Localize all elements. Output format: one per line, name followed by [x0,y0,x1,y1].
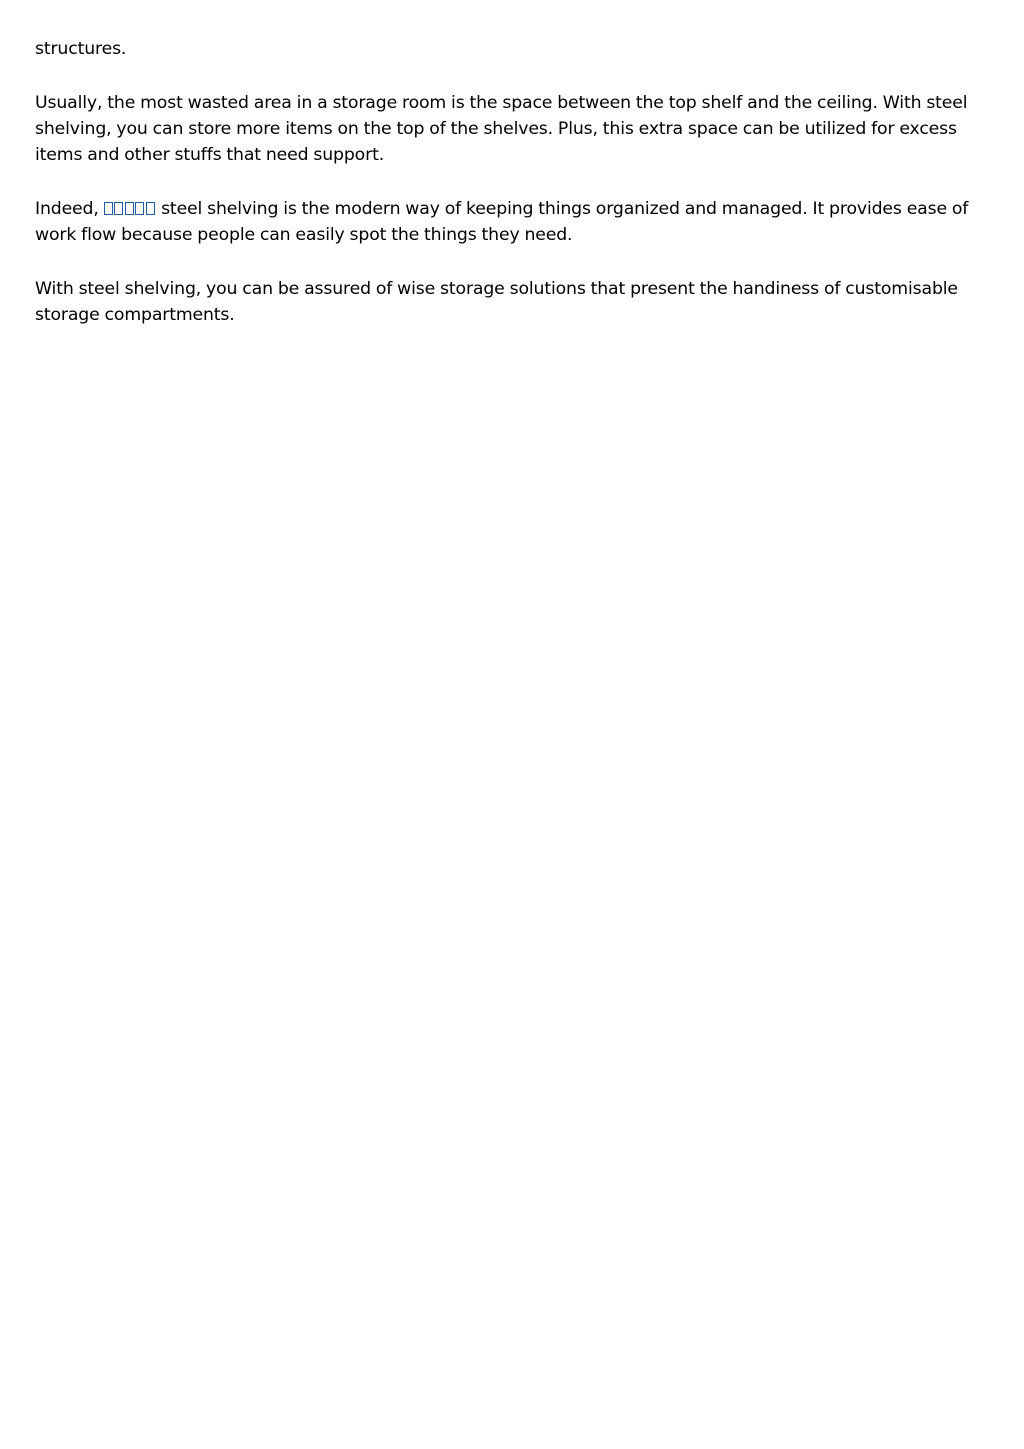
missing-glyph-box-icon [125,202,134,215]
inline-link[interactable] [104,199,157,219]
paragraph-2: Usually, the most wasted area in a storage room is the space between the top shelf and the ceiling. With steel shelving, you can store more items on the top of the shelves. Plus, this extra space can be utilized for excess items and other stuffs that need support. [35,93,968,165]
paragraph-3-intro: Indeed, [35,199,104,219]
missing-glyph-box-icon [104,202,113,215]
document-body [35,36,991,356]
paragraph-4: With steel shelving, you can be assured of wise storage solutions that present the handiness of customisable storage compartments. [35,279,958,325]
missing-glyph-box-icon [135,202,144,215]
missing-glyph-box-icon [114,202,123,215]
paragraph-1: structures. [35,39,127,59]
missing-glyph-box-icon [146,202,155,215]
paragraph-3-rest: steel shelving is the modern way of keeping things organized and managed. It provides ease of work flow because people can easily spot the things they need. [35,199,969,245]
paragraph-3 [35,196,991,248]
